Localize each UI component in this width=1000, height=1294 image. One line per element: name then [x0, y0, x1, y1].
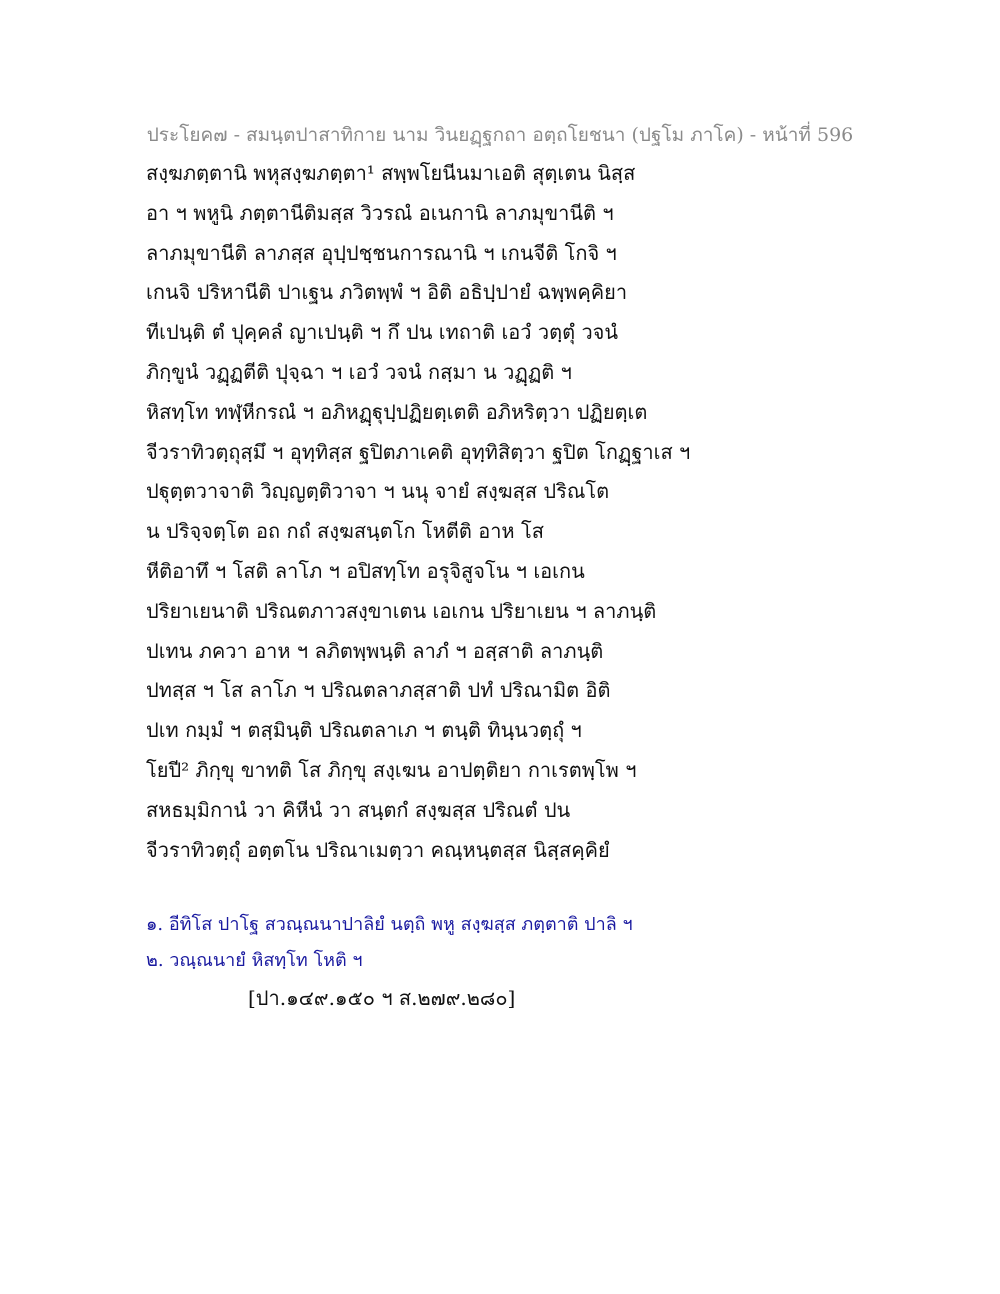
text-line: หีติอาทึ ฯ โสติ ลาโภ ฯ อปิสทฺโท อรุจิสูจโน ฯ เอเกน — [146, 558, 585, 583]
text-line: ทีเปนฺติ ตํ ปุคฺคลํ ญาเปนฺติ ฯ กึ ปน เทถาติ เอวํ วตฺตุํ วจนํ — [146, 320, 619, 345]
text-line: ปทสฺส ฯ โส ลาโภ ฯ ปริณตลาภสฺสาติ ปทํ ปริณามิต อิติ — [146, 678, 611, 703]
text-line: ภิกฺขูนํ วฏฺฏตีติ ปุจฺฉา ฯ เอวํ วจนํ กสฺมา น วฏฺฏติ ฯ — [146, 359, 572, 384]
text-line: ปเทน ภควา อาห ฯ ลภิตพฺพนฺติ ลาภํ ฯ อสฺสาติ ลาภนฺติ — [146, 638, 604, 663]
page-reference: [ปา.๑๔๙.๑๕๐ ฯ ส.๒๗๙.๒๘๐] — [248, 986, 516, 1010]
text-line: จีวราทิวตฺถุสฺมึ ฯ อุทฺทิสฺส ฐปิตภาเคติ อุทฺทิสิตฺวา ฐปิต โกฏฺฐาเส ฯ — [146, 439, 691, 464]
text-line: โยปี² ภิกฺขุ ขาทติ โส ภิกฺขุ สงฺเฆน อาปตฺติยา กาเรตพฺโพ ฯ — [146, 757, 637, 782]
text-line: อา ฯ พหูนิ ภตฺตานีติมสฺส วิวรณํ อเนกานิ ลาภมุขานีติ ฯ — [146, 200, 614, 225]
footnote-2: ๒. วณฺณนายํ หิสทฺโท โหติ ฯ — [146, 950, 363, 971]
text-line: จีวราทิวตฺถุํ อตฺตโน ปริณาเมตฺวา คณฺหนฺตสฺส นิสฺสคฺคิยํ — [146, 837, 610, 862]
page-header: ประโยค๗ - สมนฺตปาสาทิกาย นาม วินยฏฺฐกถา อตฺถโยชนา (ปฐโม ภาโค) - หน้าที่ 596 — [146, 124, 854, 146]
text-line: น ปริจฺจตฺโต อถ กถํ สงฺฆสนฺตโก โหตีติ อาห โส — [146, 519, 544, 544]
main-text — [146, 158, 906, 874]
footnotes — [146, 910, 906, 982]
text-line: สหธมฺมิกานํ วา คิหีนํ วา สนฺตกํ สงฺฆสฺส ปริณตํ ปน — [146, 797, 571, 822]
text-line: ปริยาเยนาติ ปริณตภาวสงฺขาเตน เอเกน ปริยาเยน ฯ ลาภนฺติ — [146, 598, 657, 623]
text-line: เกนจิ ปริหานีติ ปาเฐน ภวิตพฺพํ ฯ อิติ อธิปฺปายํ ฉพฺพคฺคิยา — [146, 280, 628, 305]
footnote-1: ๑. อีทิโส ปาโฐ สวณฺณนาปาลิยํ นตฺถิ พหู สงฺฆสฺส ภตฺตาติ ปาลิ ฯ — [146, 914, 633, 935]
text-line: ปฐุตฺตวาจาติ วิญฺญตฺติวาจา ฯ นนุ จายํ สงฺฆสฺส ปริณโต — [146, 479, 610, 504]
text-line: ปเท กมฺมํ ฯ ตสฺมินฺติ ปริณตลาเภ ฯ ตนฺติ ทินฺนวตฺถุํ ฯ — [146, 718, 582, 743]
text-line: สงฺฆภตฺตานิ พหุสงฺฆภตฺตา¹ สพฺพโยนีนมาเอติ สุตฺเตน นิสฺส — [146, 161, 636, 185]
text-line: หิสทฺโท ทฬฺหีกรณํ ฯ อภิหฏฺฐุปฺปฏิยตฺเตติ อภิหริตฺวา ปฏิยตฺเต — [146, 399, 648, 424]
text-line: ลาภมุขานีติ ลาภสฺส อุปฺปชฺชนการณานิ ฯ เกนจีติ โกจิ ฯ — [146, 240, 617, 265]
